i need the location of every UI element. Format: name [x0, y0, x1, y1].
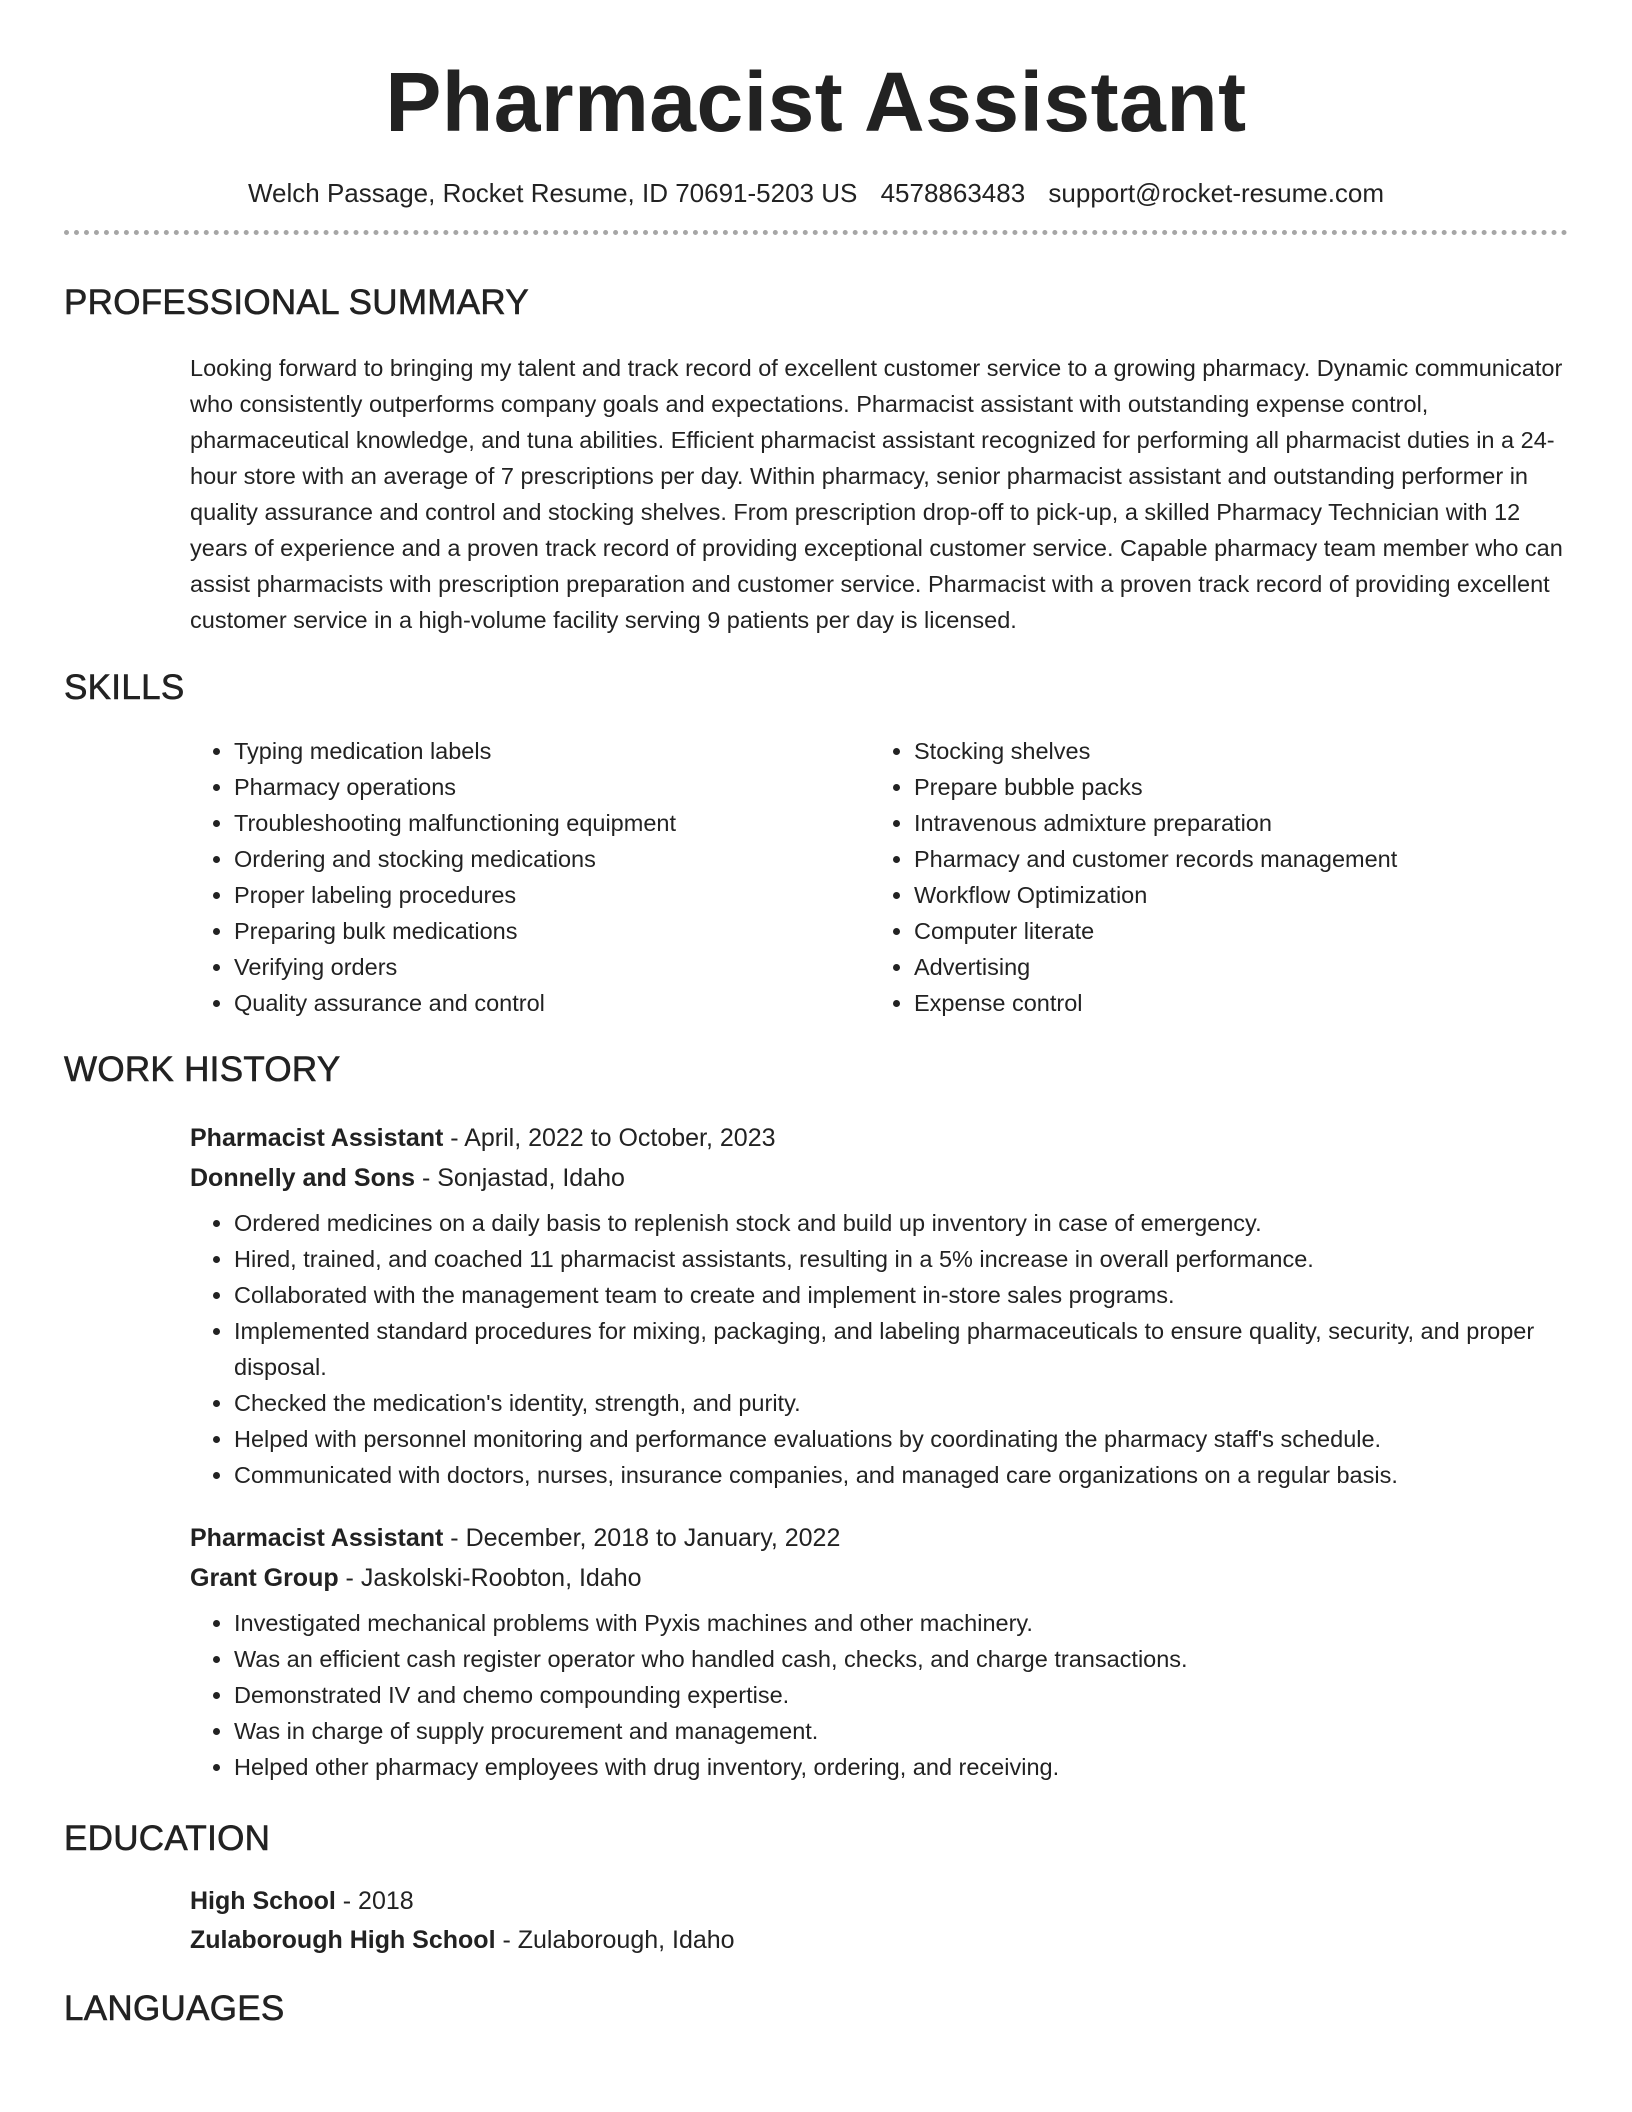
job-bullet: • Was in charge of supply procurement and management.	[234, 1713, 1568, 1749]
skill-item: • Prepare bubble packs	[914, 769, 1550, 805]
education-location: - Zulaborough, Idaho	[495, 1926, 735, 1954]
skill-item: • Verifying orders	[234, 949, 870, 985]
skill-item: • Troubleshooting malfunctioning equipment	[234, 805, 870, 841]
skill-item: • Computer literate	[914, 913, 1550, 949]
header-divider	[64, 230, 1568, 235]
job-role: Pharmacist Assistant	[190, 1124, 444, 1152]
job-bullet: • Ordered medicines on a daily basis to replenish stock and build up inventory in case of emergency.	[234, 1205, 1568, 1241]
job-company: Grant Group	[190, 1564, 339, 1592]
job-bullet: • Communicated with doctors, nurses, insurance companies, and managed care organizations on a regular basis.	[234, 1457, 1568, 1493]
skill-item: • Pharmacy and customer records management	[914, 841, 1550, 877]
job-location: - Jaskolski-Roobton, Idaho	[338, 1564, 642, 1592]
summary-text: Looking forward to bringing my talent and track record of excellent customer service to a growing pharmacy. Dynamic communicator who consistently outperforms company goals and expectations. Pharmacist assistant with outstanding expense control, pharmaceutical knowledge, and tuna abilities. Efficient pharmacist assistant recognized for performing all pharmacist duties in a 24-hour store with an average of 7 prescriptions per day. Within pharmacy, senior pharmacist assistant and outstanding performer in quality assurance and control and stocking shelves. From prescription drop-off to pick-up, a skilled Pharmacy Technician with 12 years of experience and a proven track record of providing exceptional customer service. Capable pharmacy team member who can assist pharmacists with prescription preparation and customer service. Pharmacist with a proven track record of providing excellent customer service in a high-volume facility serving 9 patients per day is licensed.	[190, 355, 1563, 633]
contact-email: support@rocket-resume.com	[1048, 178, 1385, 208]
section-title-summary: PROFESSIONAL SUMMARY	[64, 283, 529, 322]
job-bullet: • Implemented standard procedures for mixing, packaging, and labeling pharmaceuticals to ensure quality, security, and proper disposal.	[234, 1313, 1568, 1385]
education-entry	[190, 1886, 1568, 1955]
job-entry	[190, 1523, 1568, 1785]
job-dates: - December, 2018 to January, 2022	[443, 1524, 841, 1552]
skill-item: • Workflow Optimization	[914, 877, 1550, 913]
job-entry	[190, 1123, 1568, 1493]
job-title-line	[190, 1123, 1568, 1153]
skill-item: • Expense control	[914, 985, 1550, 1021]
contact-address: Welch Passage, Rocket Resume, ID 70691-5203 US	[247, 178, 858, 208]
job-location: - Sonjastad, Idaho	[415, 1164, 625, 1192]
skill-item: • Intravenous admixture preparation	[914, 805, 1550, 841]
contact-line	[64, 178, 1568, 208]
skill-item: • Typing medication labels	[234, 733, 870, 769]
education-year: - 2018	[335, 1887, 414, 1915]
skill-item: • Stocking shelves	[914, 733, 1550, 769]
job-bullet: • Investigated mechanical problems with Pyxis machines and other machinery.	[234, 1605, 1568, 1641]
education-degree: High School	[190, 1887, 336, 1915]
job-company-line	[190, 1563, 1568, 1593]
job-bullet: • Was an efficient cash register operator who handled cash, checks, and charge transactions.	[234, 1641, 1568, 1677]
job-company-line	[190, 1163, 1568, 1193]
skills-column-right	[870, 733, 1550, 1021]
job-bullet: • Collaborated with the management team to create and implement in-store sales programs.	[234, 1277, 1568, 1313]
education-school: Zulaborough High School	[190, 1926, 496, 1954]
skill-item: • Pharmacy operations	[234, 769, 870, 805]
education-degree-line	[190, 1886, 1568, 1916]
job-bullet: • Checked the medication's identity, strength, and purity.	[234, 1385, 1568, 1421]
skill-item: • Ordering and stocking medications	[234, 841, 870, 877]
section-title-education: EDUCATION	[64, 1819, 271, 1858]
education-school-line	[190, 1925, 1568, 1955]
skill-item: • Advertising	[914, 949, 1550, 985]
job-role: Pharmacist Assistant	[190, 1524, 444, 1552]
job-bullet: • Helped with personnel monitoring and performance evaluations by coordinating the pharmacy staff's schedule.	[234, 1421, 1568, 1457]
skills-list	[190, 733, 1568, 1021]
section-title-work-history: WORK HISTORY	[64, 1050, 341, 1089]
section-title-languages: LANGUAGES	[64, 1989, 285, 2028]
skill-item: • Quality assurance and control	[234, 985, 870, 1021]
contact-phone: 4578863483	[880, 178, 1026, 208]
job-bullet: • Hired, trained, and coached 11 pharmacist assistants, resulting in a 5% increase in overall performance.	[234, 1241, 1568, 1277]
job-company: Donnelly and Sons	[190, 1164, 416, 1192]
job-bullet: • Demonstrated IV and chemo compounding expertise.	[234, 1677, 1568, 1713]
job-bullet: • Helped other pharmacy employees with drug inventory, ordering, and receiving.	[234, 1749, 1568, 1785]
skill-item: • Preparing bulk medications	[234, 913, 870, 949]
section-title-skills: SKILLS	[64, 668, 185, 707]
job-dates: - April, 2022 to October, 2023	[443, 1124, 776, 1152]
skill-item: • Proper labeling procedures	[234, 877, 870, 913]
job-bullets	[190, 1605, 1568, 1785]
job-bullets	[190, 1205, 1568, 1493]
skills-column-left	[190, 733, 870, 1021]
resume-name: Pharmacist Assistant	[385, 55, 1247, 149]
resume-page	[64, 0, 1568, 2029]
job-title-line	[190, 1523, 1568, 1553]
